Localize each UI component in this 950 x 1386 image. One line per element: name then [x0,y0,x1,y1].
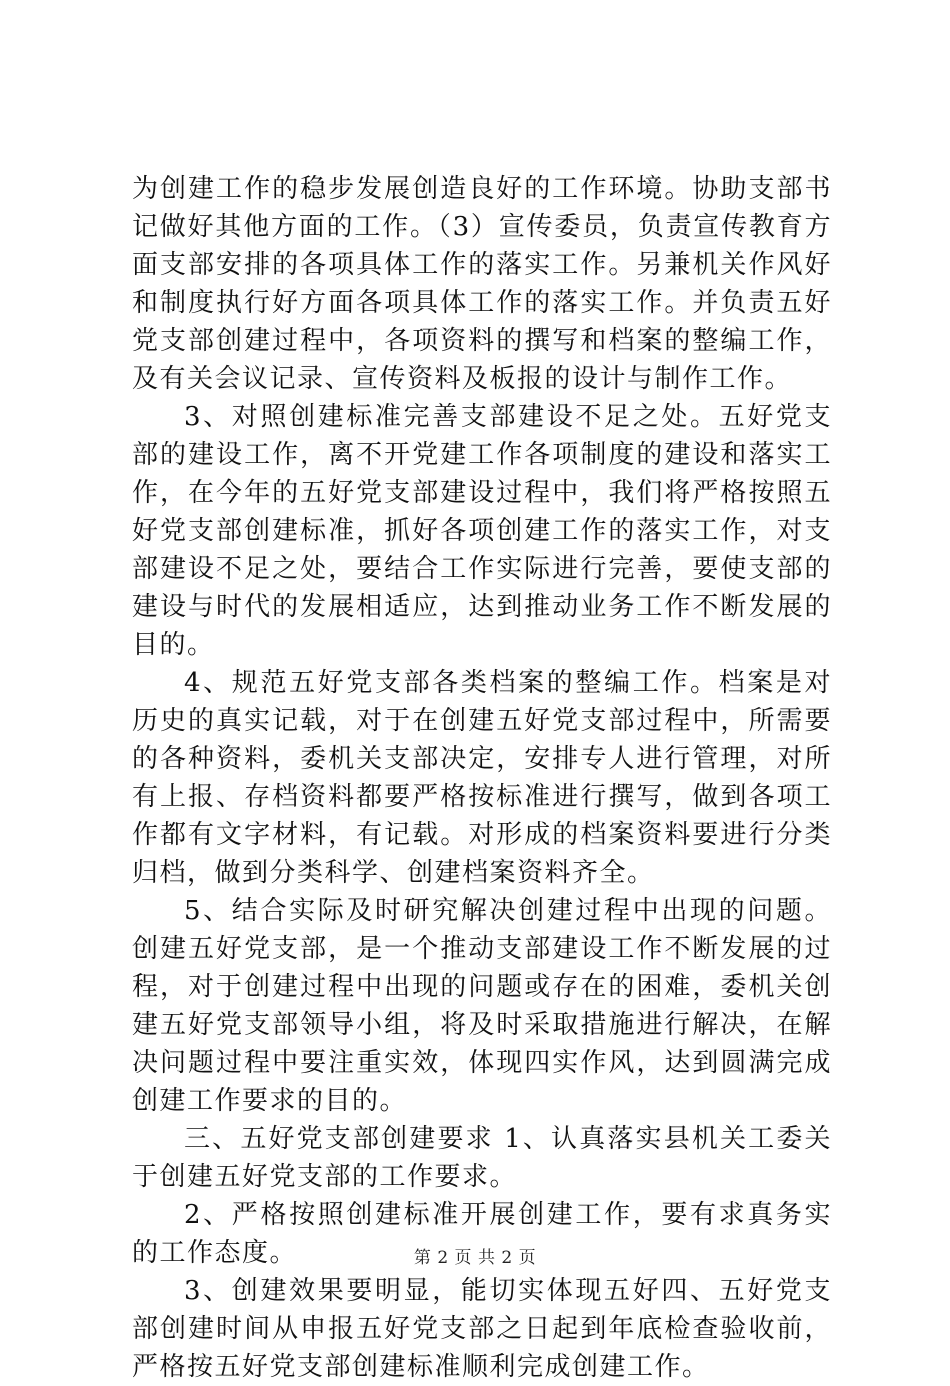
paragraph-continued: 为创建工作的稳步发展创造良好的工作环境。协助支部书记做好其他方面的工作。（3）宣传委员，负责宣传教育方面支部安排的各项具体工作的落实工作。另兼机关作风好和制度执行好方面各项具体工作的落实工作。并负责五好党支部创建过程中，各项资料的撰写和档案的整编工作，及有关会议记录、宣传资料及板报的设计与制作工作。 [132,174,832,394]
paragraph-item-4: 4、规范五好党支部各类档案的整编工作。档案是对历史的真实记载，对于在创建五好党支部过程中，所需要的各种资料，委机关支部决定，安排专人进行管理，对所有上报、存档资料都要严格按标准进行撰写，做到各项工作都有文字材料，有记载。对形成的档案资料要进行分类归档，做到分类科学、创建档案资料齐全。 [132,668,832,888]
paragraph-requirement-2: 2、严格按照创建标准开展创建工作，要有求真务实的工作态度。 [132,1200,832,1268]
page-footer: 第 2 页 共 2 页 [413,1248,537,1268]
paragraph-item-5: 5、结合实际及时研究解决创建过程中出现的问题。创建五好党支部，是一个推动支部建设工作不断发展的过程，对于创建过程中出现的问题或存在的困难，委机关创建五好党支部领导小组，将及时采取措施进行解决，在解决问题过程中要注重实效，体现四实作风，达到圆满完成创建工作要求的目的。 [132,896,832,1116]
paragraph-requirement-3: 3、创建效果要明显，能切实体现五好四、五好党支部创建时间从申报五好党支部之日起到年底检查验收前，严格按五好党支部创建标准顺利完成创建工作。 [132,1276,832,1382]
paragraph-item-3: 3、对照创建标准完善支部建设不足之处。五好党支部的建设工作，离不开党建工作各项制度的建设和落实工作，在今年的五好党支部建设过程中，我们将严格按照五好党支部创建标准，抓好各项创建工作的落实工作，对支部建设不足之处，要结合工作实际进行完善，要使支部的建设与时代的发展相适应，达到推动业务工作不断发展的目的。 [132,402,832,660]
document-body [132,170,832,1386]
paragraph-section-requirements: 三、五好党支部创建要求 1、认真落实县机关工委关于创建五好党支部的工作要求。 [132,1124,832,1192]
